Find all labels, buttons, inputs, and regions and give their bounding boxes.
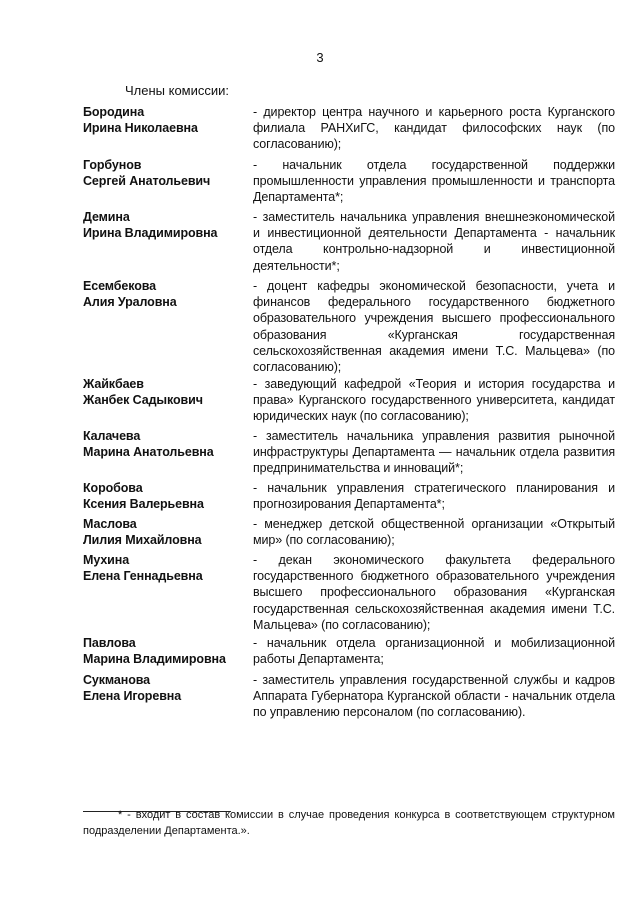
member-position: - начальник отдела государственной поддержки промышленности управления промышленности и транспорта Департамента*; <box>253 158 615 205</box>
member-given-names: Ирина Владимировна <box>83 226 218 241</box>
member-name <box>83 552 248 635</box>
member-surname: Есембекова <box>83 279 157 293</box>
member-given-names: Сергей Анатольевич <box>83 174 211 189</box>
member-position: - заместитель управления государственной службы и кадров Аппарата Губернатора Курганской области - начальник отдела по управлению персоналом (по согласованию). <box>253 673 615 720</box>
footnote: * - входит в состав комиссии в случае проведения конкурса в соответствующем структурном подразделении Департамента.». <box>83 809 615 837</box>
member-surname: Сукманова <box>83 673 151 687</box>
member-given-names: Лилия Михайловна <box>83 533 202 548</box>
member-entry <box>83 104 615 157</box>
member-position: - заместитель начальника управления развития рыночной инфраструктуры Департамента — начальник отдела развития предпринимательства и инноваций*; <box>253 429 615 476</box>
member-given-names: Ирина Николаевна <box>83 121 198 136</box>
member-given-names: Марина Владимировна <box>83 652 226 667</box>
member-position: - менеджер детской общественной организации «Открытый мир» (по согласованию); <box>253 517 615 548</box>
commission-members-heading: Члены комиссии: <box>125 83 230 98</box>
member-name <box>83 157 248 209</box>
member-given-names: Жанбек Садыкович <box>83 393 203 408</box>
member-name <box>83 428 248 480</box>
member-entry <box>83 635 615 672</box>
member-surname: Коробова <box>83 481 143 495</box>
member-name <box>83 376 248 428</box>
member-entry <box>83 278 615 376</box>
member-name <box>83 635 248 672</box>
member-entry <box>83 209 615 278</box>
member-position: - заместитель начальника управления внешнеэкономической и инвестиционной деятельности Департамента - начальник отдела контрольно-надзорной и инвестиционной деятельности*; <box>253 210 615 273</box>
member-name <box>83 672 248 740</box>
member-entry <box>83 376 615 428</box>
members-list <box>83 104 615 740</box>
member-position: - начальник управления стратегического планирования и прогнозирования Департамента*; <box>253 481 615 512</box>
member-given-names: Елена Игоревна <box>83 689 182 704</box>
member-entry <box>83 516 615 552</box>
member-surname: Мухина <box>83 553 130 567</box>
member-position: - заведующий кафедрой «Теория и история государства и права» Курганского государственного университета, кандидат юридических наук (по согласованию); <box>253 377 615 424</box>
member-surname: Маслова <box>83 517 137 531</box>
member-given-names: Марина Анатольевна <box>83 445 214 460</box>
member-name <box>83 278 248 376</box>
member-position: - директор центра научного и карьерного роста Курганского филиала РАНХиГС, кандидат философских наук (по согласованию); <box>253 105 615 152</box>
member-entry <box>83 428 615 480</box>
member-surname: Павлова <box>83 636 136 650</box>
member-entry <box>83 552 615 635</box>
member-entry <box>83 157 615 209</box>
member-name <box>83 104 248 157</box>
member-position: - доцент кафедры экономической безопасности, учета и финансов федерального государственного бюджетного образовательного учреждения высшего профессионального образования «Курганская государственная сельскохозяйственная академия имени Т.С. Мальцева» (по согласованию); <box>253 279 615 375</box>
page-number: 3 <box>316 50 324 65</box>
member-surname: Демина <box>83 210 130 224</box>
member-given-names: Елена Геннадьевна <box>83 569 203 584</box>
member-surname: Горбунов <box>83 158 142 172</box>
member-surname: Бородина <box>83 105 145 119</box>
member-position: - декан экономического факультета федерального государственного бюджетного образовательного учреждения высшего профессионального образования «Курганская государственная сельскохозяйственная академия имени Т.С. Мальцева» (по согласованию); <box>253 553 615 632</box>
member-position: - начальник отдела организационной и мобилизационной работы Департамента; <box>253 636 615 667</box>
member-entry <box>83 480 615 516</box>
member-entry <box>83 672 615 740</box>
member-given-names: Ксения Валерьевна <box>83 497 204 512</box>
member-name <box>83 209 248 278</box>
member-name <box>83 516 248 552</box>
member-surname: Калачева <box>83 429 141 443</box>
member-name <box>83 480 248 516</box>
member-surname: Жайкбаев <box>83 377 144 391</box>
member-given-names: Алия Ураловна <box>83 295 177 310</box>
